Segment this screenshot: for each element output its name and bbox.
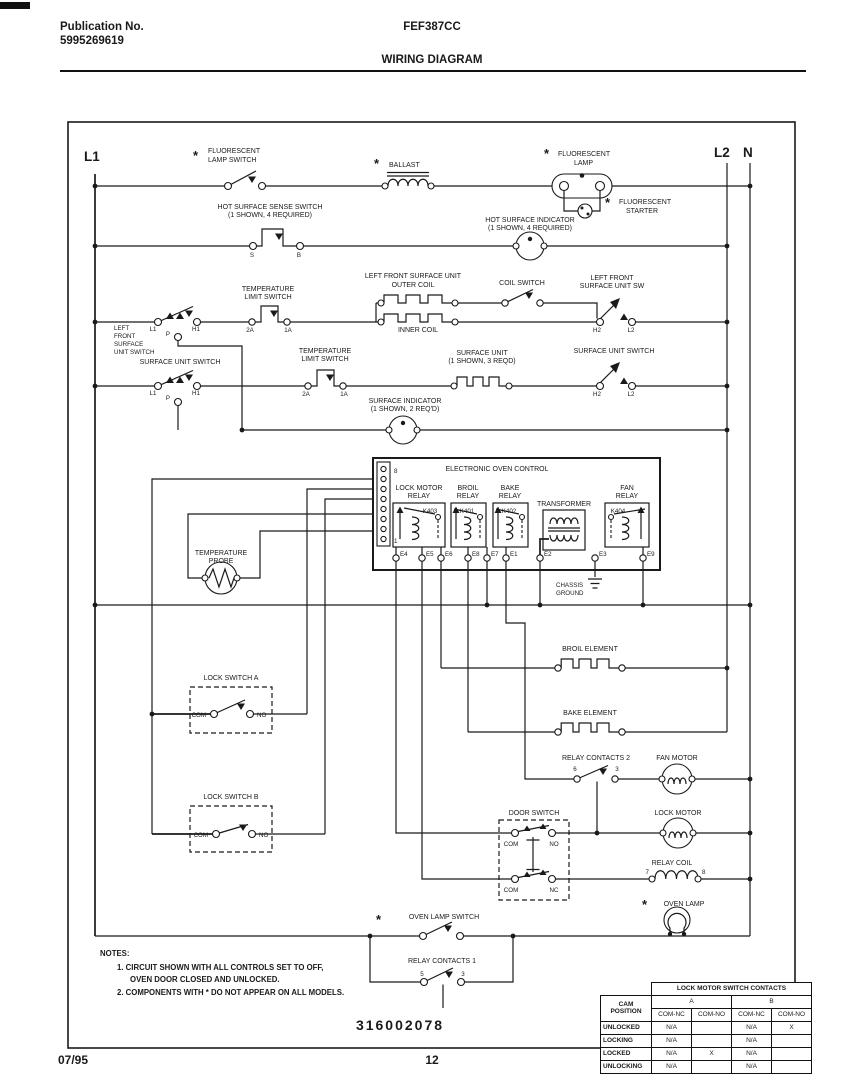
- temperature-probe: [195, 550, 248, 594]
- eoc-pin-wiring: [152, 479, 373, 834]
- surface-unit-circuit: [93, 348, 730, 430]
- svg-text:FRONT: FRONT: [114, 333, 136, 340]
- surface-unit-element: [448, 350, 515, 389]
- k403-label: K403: [422, 508, 438, 515]
- terminal-h1: H1: [192, 326, 200, 333]
- transformer: [537, 501, 591, 550]
- lock-motor-label: LOCK MOTOR: [654, 810, 702, 817]
- svg-text:SURFACE UNIT SWITCH: SURFACE UNIT SWITCH: [573, 348, 655, 355]
- lock-switch-b-label: LOCK SWITCH B: [203, 794, 259, 801]
- svg-text:P: P: [165, 395, 171, 402]
- contacts-table-title: LOCK MOTOR SWITCH CONTACTS: [652, 983, 812, 996]
- notes-title: NOTES:: [100, 949, 130, 958]
- fluorescent-lamp-circuit: [93, 146, 753, 218]
- svg-text:RELAY: RELAY: [456, 493, 480, 500]
- ballast-label: BALLAST: [389, 162, 420, 169]
- svg-text:OVEN DOOR CLOSED AND UNLOCKED.: OVEN DOOR CLOSED AND UNLOCKED.: [130, 975, 280, 984]
- door-switch: [499, 810, 569, 900]
- coil-switch-label: COIL SWITCH: [499, 280, 545, 287]
- terminal-h2: H2: [593, 327, 601, 334]
- svg-text:E2: E2: [544, 551, 552, 558]
- svg-text:3: 3: [461, 971, 465, 978]
- note-2: 2. COMPONENTS WITH * DO NOT APPEAR ON ALL MODELS.: [117, 988, 345, 997]
- svg-text:(1 SHOWN, 3 REQD): (1 SHOWN, 3 REQD): [448, 358, 516, 365]
- hot-surface-indicator: [485, 217, 574, 260]
- svg-text:SURFACE UNIT SW: SURFACE UNIT SW: [579, 283, 645, 290]
- contacts-table-row-header: CAM POSITION: [601, 995, 652, 1021]
- svg-text:5: 5: [420, 971, 424, 978]
- table-row: UNLOCKED N/A N/A X: [601, 1021, 812, 1034]
- svg-text:L1: L1: [149, 390, 157, 397]
- svg-text:LAMP SWITCH: LAMP SWITCH: [208, 157, 257, 164]
- broil-element: [441, 646, 729, 671]
- svg-text:BROIL: BROIL: [457, 485, 479, 492]
- svg-text:GROUND: GROUND: [556, 590, 584, 597]
- svg-text:7: 7: [645, 869, 649, 876]
- svg-text:TEMPERATURE: TEMPERATURE: [298, 348, 352, 355]
- door-switch-label: DOOR SWITCH: [508, 810, 560, 817]
- relay-contacts-1-label: RELAY CONTACTS 1: [407, 958, 477, 965]
- svg-text:3: 3: [615, 766, 619, 773]
- svg-text:E9: E9: [647, 551, 655, 558]
- fluorescent-lamp-label: FLUORESCENT: [558, 151, 611, 158]
- svg-text:6: 6: [573, 766, 577, 773]
- lock-motor: [556, 810, 753, 848]
- temperature-limit-switch: [255, 306, 284, 322]
- svg-text:1A: 1A: [340, 391, 348, 398]
- k402-label: K402: [501, 508, 517, 515]
- k404-label: K404: [610, 508, 626, 515]
- svg-text:RELAY: RELAY: [615, 493, 639, 500]
- hot-surface-indicator-label: HOT SURFACE INDICATOR: [485, 217, 575, 224]
- footer-page-number: 12: [425, 1053, 439, 1067]
- svg-text:LIMIT SWITCH: LIMIT SWITCH: [301, 356, 349, 363]
- svg-text:E4: E4: [400, 551, 408, 558]
- svg-text:LAMP: LAMP: [574, 160, 594, 167]
- bake-relay: [493, 485, 528, 547]
- eoc-terminals: [393, 539, 655, 561]
- svg-text:H1: H1: [192, 390, 200, 397]
- svg-text:2A: 2A: [302, 391, 310, 398]
- terminal-1a: 1A: [284, 327, 292, 334]
- publication-number: 5995269619: [60, 35, 124, 47]
- rail-label-n: N: [743, 145, 753, 160]
- svg-text:STARTER: STARTER: [626, 208, 659, 215]
- left-front-surface-unit-sw: [580, 275, 727, 334]
- relay-contacts-1: [370, 936, 513, 1008]
- left-front-surface-unit-coils: [365, 273, 462, 334]
- relay-contacts-2: [562, 755, 630, 833]
- hot-surface-sense-switch: [257, 229, 297, 246]
- coil-switch: [458, 280, 597, 322]
- asterisk: *: [193, 148, 199, 163]
- left-front-surface-unit-sw-label: LEFT FRONT: [590, 275, 634, 282]
- terminal-p: P: [165, 331, 171, 338]
- svg-text:E6: E6: [445, 551, 453, 558]
- part-number: 316002078: [355, 1017, 445, 1033]
- temperature-limit-switch-2: [311, 370, 340, 386]
- terminal-s: S: [249, 252, 255, 259]
- rail-label-l2: L2: [714, 145, 730, 160]
- asterisk: *: [642, 897, 648, 912]
- oven-lamp: [642, 897, 705, 936]
- svg-text:NC: NC: [549, 887, 559, 894]
- inner-coil-label: INNER COIL: [397, 327, 439, 334]
- broil-element-label: BROIL ELEMENT: [562, 646, 618, 653]
- svg-text:PROBE: PROBE: [208, 558, 234, 565]
- table-row: LOCKED N/A X N/A: [601, 1047, 812, 1060]
- page-title: WIRING DIAGRAM: [381, 54, 483, 66]
- notes: [100, 949, 344, 997]
- svg-text:RELAY: RELAY: [498, 493, 522, 500]
- surface-unit-switch-right: [574, 348, 655, 398]
- power-rails: [84, 145, 753, 936]
- svg-text:E8: E8: [472, 551, 480, 558]
- svg-text:UNIT SWITCH: UNIT SWITCH: [114, 349, 155, 356]
- relay-coil: [556, 860, 753, 882]
- svg-text:(1 SHOWN, 4 REQUIRED): (1 SHOWN, 4 REQUIRED): [487, 225, 573, 232]
- model-number: FEF387CC: [403, 21, 461, 33]
- svg-text:8: 8: [702, 869, 706, 876]
- svg-text:NO: NO: [259, 832, 269, 839]
- svg-text:COM: COM: [193, 832, 208, 839]
- k401-label: K401: [459, 508, 475, 515]
- fluorescent-starter-label: FLUORESCENT: [619, 199, 672, 206]
- svg-text:COM: COM: [503, 887, 519, 894]
- svg-text:E7: E7: [491, 551, 499, 558]
- fluorescent-lamp-switch-label: FLUORESCENT: [208, 148, 261, 155]
- svg-text:(1 SHOWN, 4 REQUIRED): (1 SHOWN, 4 REQUIRED): [227, 212, 313, 219]
- table-row: UNLOCKING N/A N/A: [601, 1060, 812, 1073]
- chassis-ground-label: CHASSIS: [556, 582, 584, 589]
- svg-text:RELAY: RELAY: [407, 493, 431, 500]
- svg-text:FAN: FAN: [620, 485, 634, 492]
- rail-label-l1: L1: [84, 149, 100, 164]
- surface-indicator: [389, 416, 417, 444]
- temperature-probe-label: TEMPERATURE: [194, 550, 248, 557]
- svg-text:LOCK MOTOR: LOCK MOTOR: [395, 485, 443, 492]
- electronic-oven-control: [373, 458, 660, 597]
- fluorescent-lamp: [544, 146, 612, 198]
- svg-text:LIMIT SWITCH: LIMIT SWITCH: [244, 294, 292, 301]
- left-front-surface-unit-label: LEFT FRONT SURFACE UNIT: [364, 273, 462, 280]
- svg-text:L2: L2: [627, 391, 635, 398]
- ballast: [374, 156, 434, 189]
- asterisk: *: [544, 146, 550, 161]
- svg-text:SURFACE: SURFACE: [114, 341, 144, 348]
- svg-text:H2: H2: [593, 391, 601, 398]
- svg-text:E1: E1: [510, 551, 518, 558]
- hot-surface-sense-switch-label: HOT SURFACE SENSE SWITCH: [217, 204, 323, 211]
- lock-switch-a: [150, 675, 307, 733]
- relay-coil-label: RELAY COIL: [651, 860, 693, 867]
- lock-switch-a-label: LOCK SWITCH A: [203, 675, 259, 682]
- asterisk: *: [376, 912, 382, 927]
- surface-unit-label: SURFACE UNIT: [456, 350, 508, 357]
- oven-lamp-switch-label: OVEN LAMP SWITCH: [408, 914, 480, 921]
- footer-date: 07/95: [58, 1053, 89, 1067]
- temperature-limit-switch-label: TEMPERATURE: [241, 286, 295, 293]
- svg-text:NO: NO: [257, 712, 267, 719]
- fan-motor: [618, 755, 752, 794]
- svg-text:E3: E3: [599, 551, 607, 558]
- fan-relay: [605, 485, 649, 547]
- lock-motor-relay: [393, 485, 445, 547]
- svg-text:COM: COM: [503, 841, 519, 848]
- diagram-border: [68, 122, 795, 1048]
- eoc-connector: [377, 462, 398, 546]
- lock-motor-switch-contacts-table: LOCK MOTOR SWITCH CONTACTS CAM POSITION A B COM-NC COM-NO COM-NC COM-NO UNLOCKED N/A N/A X LOCKING N/A N/A LOCKED N/A X N/A UNLOCKING N/A N/A: [600, 982, 812, 1074]
- svg-text:COM: COM: [191, 712, 206, 719]
- pin-1: 1: [394, 538, 398, 545]
- svg-text:NO: NO: [549, 841, 559, 848]
- svg-text:E5: E5: [426, 551, 434, 558]
- asterisk: *: [374, 156, 380, 171]
- terminal-2a: 2A: [246, 327, 254, 334]
- contacts-group-b: B: [732, 995, 812, 1008]
- left-front-surface-unit-switch-label: LEFT: [114, 325, 130, 332]
- lock-switch-b: [152, 794, 325, 852]
- note-1: 1. CIRCUIT SHOWN WITH ALL CONTROLS SET TO OFF,: [117, 963, 324, 972]
- transformer-label: TRANSFORMER: [536, 501, 592, 508]
- publication-label: Publication No.: [60, 21, 144, 33]
- outer-coil-label: OUTER COIL: [391, 282, 435, 289]
- contacts-group-a: A: [652, 995, 732, 1008]
- svg-text:(1 SHOWN, 2 REQ'D): (1 SHOWN, 2 REQ'D): [370, 406, 440, 413]
- chassis-ground: [556, 561, 602, 597]
- bake-element: [468, 710, 727, 735]
- table-row: LOCKING N/A N/A: [601, 1034, 812, 1047]
- asterisk: *: [605, 195, 611, 210]
- relay-contacts-2-label: RELAY CONTACTS 2: [561, 755, 631, 762]
- svg-text:BAKE: BAKE: [500, 485, 520, 492]
- oven-lamp-switch-row: [95, 912, 750, 940]
- broil-relay: [451, 485, 486, 547]
- terminal-l1: L1: [149, 326, 157, 333]
- bake-element-label: BAKE ELEMENT: [563, 710, 617, 717]
- surface-indicator-row: [240, 398, 730, 444]
- oven-lamp-label: OVEN LAMP: [663, 901, 705, 908]
- surface-unit-switch-label: SURFACE UNIT SWITCH: [139, 359, 221, 366]
- fan-motor-label: FAN MOTOR: [656, 755, 698, 762]
- terminal-l2: L2: [627, 327, 635, 334]
- pin-8: 8: [394, 468, 398, 475]
- surface-indicator-label: SURFACE INDICATOR: [368, 398, 442, 405]
- eoc-title: ELECTRONIC OVEN CONTROL: [445, 466, 549, 473]
- terminal-b: B: [296, 252, 302, 259]
